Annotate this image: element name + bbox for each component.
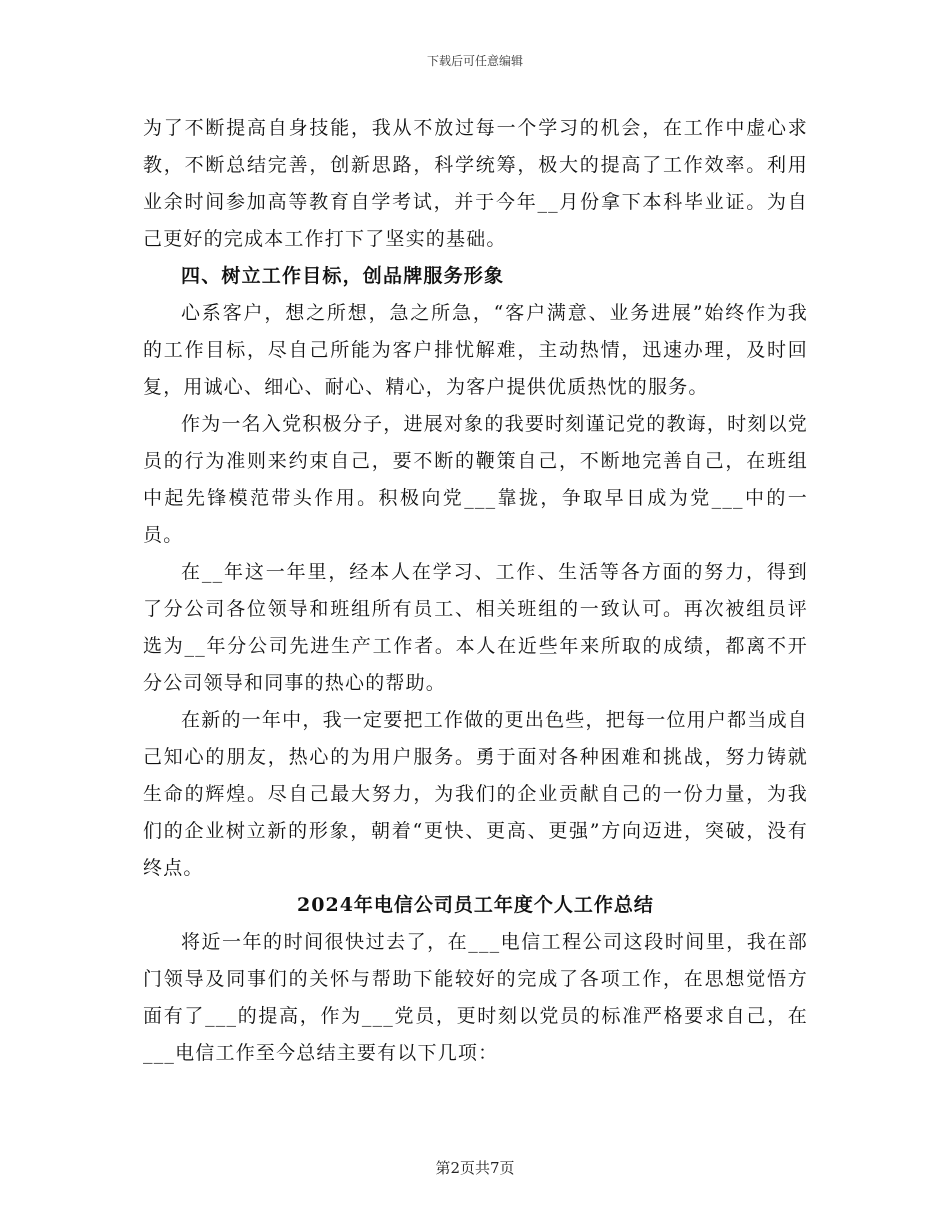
document-body xyxy=(143,110,808,1072)
section-heading-4: 四、树立工作目标，创品牌服务形象 xyxy=(181,265,505,287)
paragraph-customer-service: 心系客户，想之所想，急之所急，“客户满意、业务进展”始终作为我的工作目标，尽自己所能为客户排忧解难，主动热情，迅速办理，及时回复，用诚心、细心、耐心、精心，为客户提供优质热忱的服务。 xyxy=(143,302,808,398)
document-title: 2024年电信公司员工年度个人工作总结 xyxy=(297,894,654,916)
page-number: 第2页共7页 xyxy=(435,1159,515,1177)
paragraph-party-member: 作为一名入党积极分子，进展对象的我要时刻谨记党的教诲，时刻以党员的行为准则来约束自己，要不断的鞭策自己，不断地完善自己，在班组中起先锋模范带头作用。积极向党___靠拢，争取早日成为党___中的一员。 xyxy=(143,413,808,546)
paragraph-new-year: 在新的一年中，我一定要把工作做的更出色些，把每一位用户都当成自己知心的朋友，热心的为用户服务。勇于面对各种困难和挑战，努力铸就生命的辉煌。尽自己最大努力，为我们的企业贡献自己的一份力量，为我们的企业树立新的形象，朝着“更快、更高、更强”方向迈进，突破，没有终点。 xyxy=(143,709,808,879)
header-note: 下载后可任意编辑 xyxy=(426,54,523,68)
paragraph-year-review: 在__年这一年里，经本人在学习、工作、生活等各方面的努力，得到了分公司各位领导和班组所有员工、相关班组的一致认可。再次被组员评选为__年分公司先进生产工作者。本人在近些年来所取的成绩，都离不开分公司领导和同事的热心的帮助。 xyxy=(143,561,808,694)
paragraph-summary-intro: 将近一年的时间很快过去了，在___电信工程公司这段时间里，我在部门领导及同事们的关怀与帮助下能较好的完成了各项工作，在思想觉悟方面有了___的提高，作为___党员，更时刻以党员的标准严格要求自己，在___电信工作至今总结主要有以下几项： xyxy=(143,931,808,1064)
paragraph-skills: 为了不断提高自身技能，我从不放过每一个学习的机会，在工作中虚心求教，不断总结完善，创新思路，科学统筹，极大的提高了工作效率。利用业余时间参加高等教育自学考试，并于今年__月份拿下本科毕业证。为自己更好的完成本工作打下了坚实的基础。 xyxy=(143,117,808,250)
